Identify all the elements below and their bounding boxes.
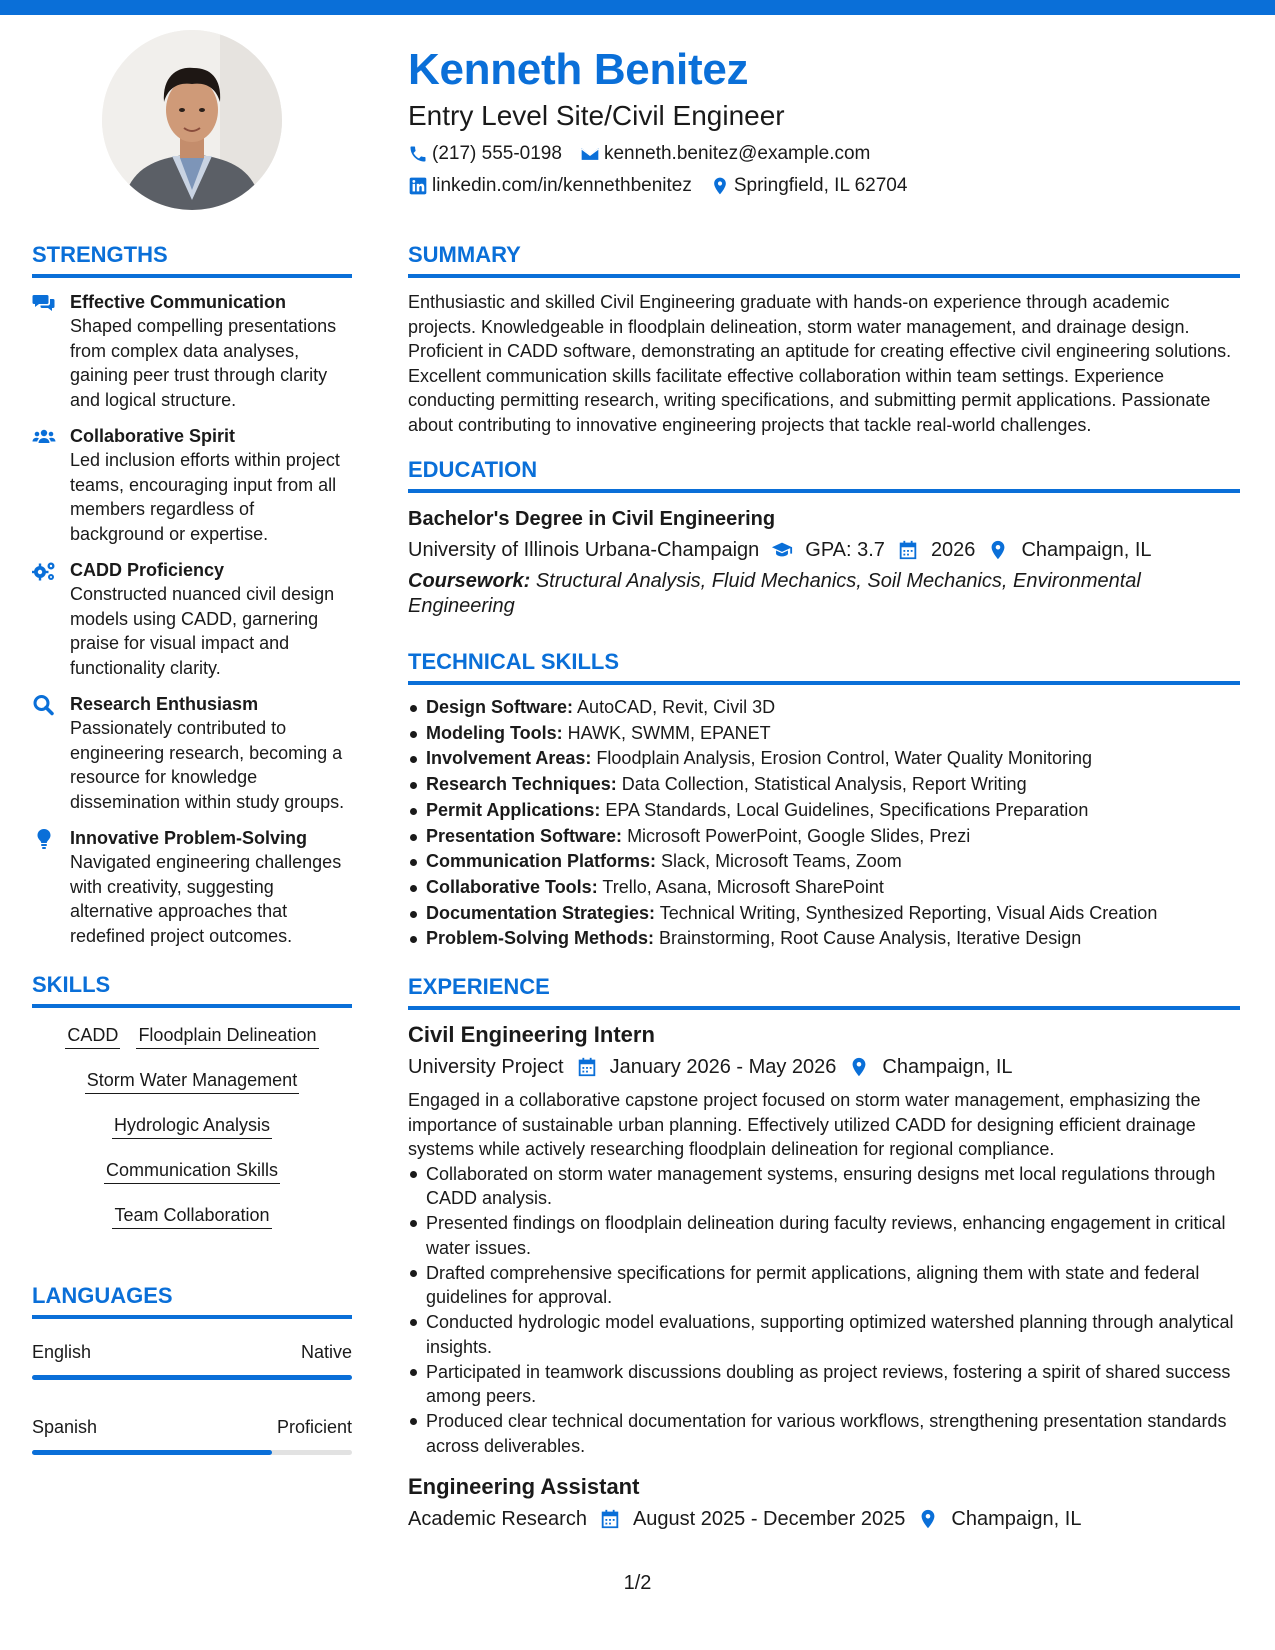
linkedin-text: linkedin.com/in/kennethbenitez	[432, 175, 692, 196]
strength-title: Collaborative Spirit	[70, 426, 236, 446]
tech-label: Presentation Software:	[426, 825, 623, 846]
tech-label: Design Software:	[426, 697, 574, 717]
list-item: Produced clear technical documentation for various workflows, strengthening presentation standards across deliverables.	[408, 1409, 1240, 1458]
tech-value: Technical Writing, Synthesized Reporting, Visual Aids Creation	[659, 902, 1158, 923]
education-meta	[408, 535, 1240, 565]
job-dates: January 2026 - May 2026	[609, 1056, 837, 1079]
strength-desc: Shaped compelling presentations from complex data analyses, gaining peer trust through clarity and logical structure.	[70, 316, 337, 410]
tech-value: Data Collection, Statistical Analysis, Report Writing	[621, 774, 1027, 795]
job-location: Champaign, IL	[882, 1056, 1013, 1079]
email-text: kenneth.benitez@example.com	[603, 143, 871, 164]
technical-skills-heading: TECHNICAL SKILLS	[408, 647, 1240, 685]
tech-value: Slack, Microsoft Teams, Zoom	[661, 851, 902, 872]
tech-label: Collaborative Tools:	[426, 876, 598, 897]
coursework-label: Coursework:	[408, 570, 531, 592]
job-meta	[408, 1504, 1240, 1534]
strength-item	[32, 558, 352, 680]
tech-value: HAWK, SWMM, EPANET	[567, 722, 771, 743]
map-pin-icon	[917, 1508, 939, 1530]
job-entry	[408, 1020, 1240, 1458]
graduation-year: 2026	[930, 539, 976, 561]
strength-desc: Passionately contributed to engineering research, becoming a resource for knowledge dissemination within study groups.	[70, 718, 345, 812]
language-bar	[32, 1375, 352, 1380]
tech-label: Problem-Solving Methods:	[426, 928, 655, 949]
tech-label: Communication Platforms:	[426, 851, 657, 872]
profile-photo-image	[102, 30, 282, 210]
candidate-title: Entry Level Site/Civil Engineer	[408, 100, 785, 131]
tech-label: Modeling Tools:	[426, 722, 563, 743]
top-accent-bar	[0, 0, 1275, 15]
language-bar-fill	[32, 1450, 272, 1455]
strength-item	[32, 692, 352, 814]
contact-row-2	[408, 172, 1238, 200]
strength-desc: Constructed nuanced civil design models using CADD, garnering praise for visual impact and functionality clarity.	[70, 584, 335, 678]
list-item	[408, 849, 1240, 875]
list-item	[408, 695, 1240, 721]
page-number: 1/2	[623, 1572, 652, 1594]
languages-heading: LANGUAGES	[32, 1281, 352, 1319]
map-pin-icon	[987, 539, 1009, 561]
job-meta	[408, 1052, 1240, 1082]
skills-heading: SKILLS	[32, 970, 352, 1008]
strength-desc: Navigated engineering challenges with creativity, suggesting alternative approaches that redefined project outcomes.	[70, 852, 342, 946]
summary-text: Enthusiastic and skilled Civil Engineering graduate with hands-on experience through academic projects. Knowledgeable in floodplain delineation, storm water management, and drainage design. Proficient in CADD software, demonstrating an aptitude for creating effective civil engineering solutions. Excellent communication skills facilitate effective collaboration within team settings. Experience conducting permitting research, writing specifications, and submitting permit applications. Passionate about contributing to innovative engineering projects that tackle real-world challenges.	[408, 292, 1232, 435]
strength-title: CADD Proficiency	[70, 560, 225, 580]
list-item	[408, 772, 1240, 798]
users-icon	[32, 426, 56, 448]
list-item	[408, 901, 1240, 927]
language-bar	[32, 1450, 352, 1455]
job-location: Champaign, IL	[951, 1508, 1082, 1531]
school-name: University of Illinois Urbana-Champaign	[408, 539, 760, 561]
contact-row-1	[408, 140, 1238, 168]
language-level: Proficient	[276, 1417, 352, 1437]
skill-chip: Floodplain Delineation	[136, 1022, 318, 1049]
list-item	[408, 926, 1240, 952]
tech-label: Research Techniques:	[426, 774, 617, 795]
tech-value: Brainstorming, Root Cause Analysis, Iterative Design	[659, 928, 1082, 949]
list-item	[408, 824, 1240, 850]
envelope-icon	[580, 144, 600, 164]
coursework	[408, 569, 1240, 619]
skill-chip: Storm Water Management	[85, 1067, 299, 1094]
lightbulb-icon	[32, 828, 56, 850]
strength-title: Innovative Problem-Solving	[70, 828, 308, 848]
languages-list	[32, 1339, 352, 1455]
search-icon	[32, 694, 56, 716]
job-dates: August 2025 - December 2025	[632, 1508, 906, 1531]
job-title: Civil Engineering Intern	[408, 1022, 655, 1048]
calendar-icon	[576, 1056, 598, 1078]
tech-value: Floodplain Analysis, Erosion Control, Water Quality Monitoring	[596, 748, 1092, 769]
calendar-icon	[897, 539, 919, 561]
strength-title: Research Enthusiasm	[70, 694, 259, 714]
strengths-heading: STRENGTHS	[32, 240, 352, 278]
list-item	[408, 875, 1240, 901]
phone-text: (217) 555-0198	[432, 143, 562, 164]
strength-item	[32, 290, 352, 412]
strength-item	[32, 826, 352, 948]
skill-chip: Communication Skills	[104, 1157, 280, 1184]
job-org: Academic Research	[408, 1508, 587, 1531]
list-item	[408, 746, 1240, 772]
strength-desc: Led inclusion efforts within project teams, encouraging input from all members regardless of background or expertise.	[70, 450, 340, 544]
right-column	[408, 240, 1240, 1534]
language-item	[32, 1414, 352, 1440]
calendar-icon	[599, 1508, 621, 1530]
comments-icon	[32, 292, 56, 314]
tech-value: Trello, Asana, Microsoft SharePoint	[602, 876, 884, 897]
skill-chip: Hydrologic Analysis	[112, 1112, 272, 1139]
phone-icon	[408, 144, 428, 164]
candidate-name: Kenneth Benitez	[408, 45, 749, 94]
skill-chip: CADD	[65, 1022, 120, 1049]
gpa-text: GPA: 3.7	[805, 539, 885, 561]
tech-value: AutoCAD, Revit, Civil 3D	[577, 697, 776, 717]
language-item	[32, 1339, 352, 1365]
strength-item	[32, 424, 352, 546]
list-item: Drafted comprehensive specifications for permit applications, aligning them with state and federal guidelines for approval.	[408, 1261, 1240, 1310]
linkedin-icon	[408, 176, 428, 196]
list-item	[408, 798, 1240, 824]
strength-title: Effective Communication	[70, 292, 287, 312]
graduation-cap-icon	[771, 539, 793, 561]
skills-list	[32, 1022, 352, 1247]
coursework-list: Structural Analysis, Fluid Mechanics, Soil Mechanics, Environmental Engineering	[408, 570, 1141, 617]
education-location: Champaign, IL	[1021, 539, 1152, 561]
language-name: English	[32, 1342, 92, 1362]
tech-label: Permit Applications:	[426, 799, 601, 820]
tech-value: EPA Standards, Local Guidelines, Specifications Preparation	[605, 799, 1089, 820]
location-contact	[710, 172, 908, 200]
language-level: Native	[300, 1342, 352, 1362]
map-pin-icon	[848, 1056, 870, 1078]
experience-heading: EXPERIENCE	[408, 972, 1240, 1010]
linkedin-contact[interactable]	[408, 172, 692, 200]
skill-chip: Team Collaboration	[112, 1202, 271, 1229]
profile-photo	[102, 30, 282, 210]
language-name: Spanish	[32, 1417, 98, 1437]
resume-header	[408, 44, 1238, 200]
list-item: Conducted hydrologic model evaluations, supporting optimized watershed planning through analytical insights.	[408, 1310, 1240, 1359]
technical-skills-list	[408, 695, 1240, 952]
job-bullets	[408, 1162, 1240, 1459]
list-item: Collaborated on storm water management systems, ensuring designs met local regulations through CADD analysis.	[408, 1162, 1240, 1211]
left-column	[32, 240, 352, 1489]
job-description: Engaged in a collaborative capstone project focused on storm water management, emphasizing the importance of sustainable urban planning. Effectively utilized CADD for designing efficient drainage systems while actively researching floodplain delineation for regional compliance.	[408, 1090, 1201, 1160]
tech-label: Documentation Strategies:	[426, 902, 656, 923]
tech-label: Involvement Areas:	[426, 748, 592, 769]
job-entry	[408, 1472, 1240, 1534]
gears-icon	[32, 560, 56, 582]
map-pin-icon	[710, 176, 730, 196]
list-item: Participated in teamwork discussions doubling as project reviews, fostering a spirit of shared success among peers.	[408, 1360, 1240, 1409]
degree-title: Bachelor's Degree in Civil Engineering	[408, 508, 776, 530]
job-title: Engineering Assistant	[408, 1474, 640, 1500]
phone-contact[interactable]	[408, 140, 562, 168]
list-item: Presented findings on floodplain delineation during faculty reviews, enhancing engagement in critical water issues.	[408, 1211, 1240, 1260]
location-text: Springfield, IL 62704	[733, 175, 908, 196]
education-heading: EDUCATION	[408, 455, 1240, 493]
education-entry	[408, 505, 1240, 619]
email-contact[interactable]	[580, 140, 870, 168]
list-item	[408, 721, 1240, 747]
language-bar-fill	[32, 1375, 352, 1380]
tech-value: Microsoft PowerPoint, Google Slides, Prezi	[627, 825, 971, 846]
job-org: University Project	[408, 1056, 564, 1079]
summary-heading: SUMMARY	[408, 240, 1240, 278]
